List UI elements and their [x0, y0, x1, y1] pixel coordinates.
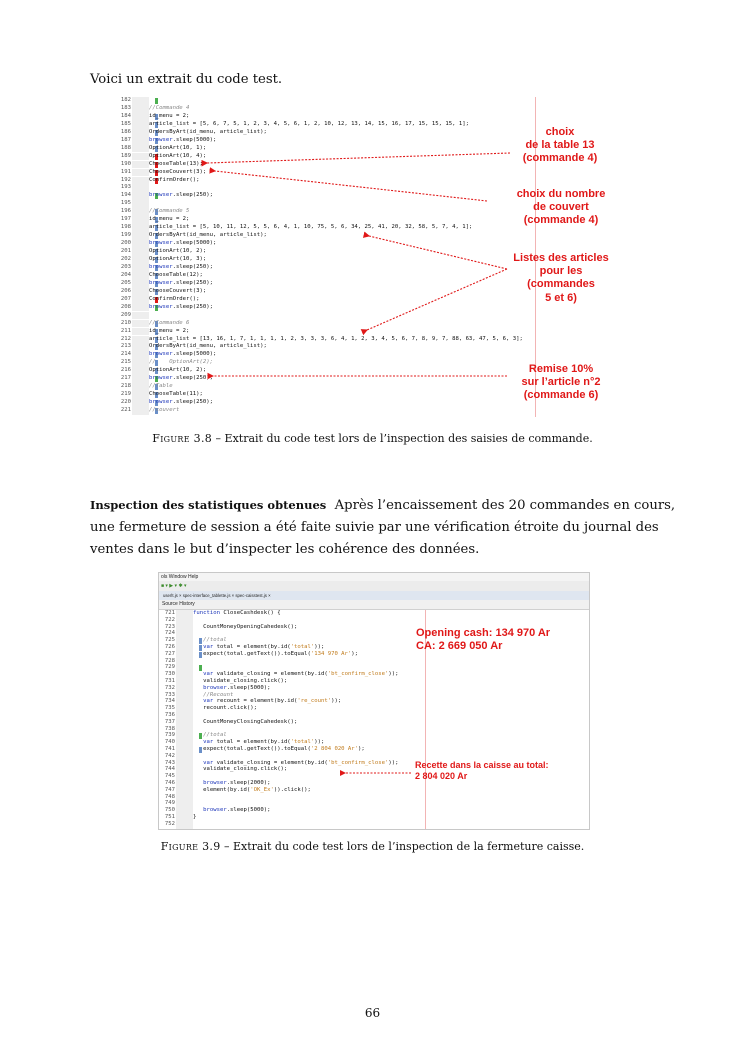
- code-text: browser.sleep(5000);: [149, 351, 217, 358]
- figure-3-8-caption: [0, 432, 745, 445]
- line-number: 202: [120, 256, 131, 262]
- code-text: var total = element(by.id('total'));: [203, 644, 325, 650]
- code-text: ConfirmOrder();: [149, 295, 200, 302]
- line-number: 217: [120, 375, 131, 382]
- line-number: 731: [164, 678, 175, 684]
- intro-text: Voici un extrait du code test.: [90, 72, 283, 87]
- line-number: 738: [164, 725, 175, 732]
- line-number: 193: [120, 184, 131, 191]
- line-number: 203: [120, 263, 131, 270]
- line-number: 214: [120, 351, 131, 358]
- line-number: 212: [120, 335, 131, 342]
- line-number: 744: [164, 766, 175, 773]
- annotation-couvert: choix du nombre de couvert (commande 4): [516, 188, 606, 227]
- annotation-recette: Recette dans la caisse au total: 2 804 020 Ar: [415, 760, 549, 781]
- line-number: 221: [120, 407, 131, 414]
- code-text: //Commande 5: [149, 208, 190, 215]
- line-number: 741: [164, 746, 175, 752]
- line-number: 206: [120, 287, 131, 294]
- code-text: id_menu = 2;: [149, 327, 190, 334]
- code-text: OrdersByArt(id_menu, article_list);: [149, 232, 267, 239]
- annotation-articles: Listes des articles pour les (commandes 5 et 6): [513, 252, 609, 304]
- section-heading: Inspection des statistiques obtenues: [90, 498, 327, 512]
- line-number: 725: [164, 637, 175, 644]
- code-text: browser.sleep(2000);: [203, 780, 271, 786]
- line-number: 207: [120, 295, 131, 302]
- line-number: 190: [120, 160, 131, 167]
- arrow-articles-6: [367, 269, 507, 330]
- line-number: 192: [120, 176, 131, 183]
- code-text: browser.sleep(250);: [149, 263, 213, 270]
- figure-3-9-caption: [0, 840, 745, 853]
- line-number: 185: [120, 120, 131, 127]
- line-number: 721: [164, 610, 175, 616]
- line-number: 200: [120, 240, 131, 247]
- section-paragraph: Inspection des statistiques obtenues Après l’encaissement des 20 commandes en cours, une fermeture de session a été faite suivie par une vérification étroite du journal des ventes dans le but d’inspecter les cohérence des données.: [90, 498, 676, 557]
- ide-source-bar: Source History: [159, 600, 589, 610]
- line-number: 183: [120, 104, 131, 111]
- line-number: 735: [164, 705, 175, 712]
- caption-text: – Extrait du code test lors de l’inspection de la fermeture caisse.: [220, 840, 585, 853]
- line-number: 194: [120, 192, 131, 199]
- line-number: 213: [120, 343, 131, 350]
- code-text: //total: [193, 637, 227, 644]
- line-number: 189: [120, 152, 131, 159]
- code-text: var validate_closing = element(by.id('bt_confirm_close'));: [203, 759, 399, 766]
- code-text: browser.sleep(250);: [149, 303, 213, 310]
- code-text: OptionArt(10, 1);: [149, 144, 207, 151]
- page-number: 66: [364, 1006, 381, 1020]
- code-text: ChooseCouvert(3);: [149, 287, 207, 294]
- code-text: browser.sleep(250);: [149, 375, 213, 382]
- line-number: 215: [120, 359, 131, 366]
- line-number: 199: [120, 232, 131, 239]
- line-number: 724: [164, 630, 175, 637]
- line-number: 748: [164, 793, 175, 800]
- code-text: ChooseTable(12);: [149, 271, 203, 278]
- line-number: 729: [164, 664, 175, 671]
- line-number: 220: [120, 399, 131, 406]
- ide-tabs: userlt.js × spec-interface_tablette.js × spec-caisstest.js ×: [159, 591, 589, 600]
- line-number: 726: [164, 644, 175, 650]
- line-number: 736: [164, 712, 175, 718]
- arrow-couvert: [215, 171, 487, 201]
- code-text: OptionArt(10, 2);: [149, 248, 207, 255]
- line-number: 198: [120, 224, 131, 231]
- editor: [159, 610, 589, 829]
- line-number: 742: [164, 752, 175, 759]
- code-text: //couvert: [149, 407, 180, 414]
- code-text: browser.sleep(5000);: [203, 807, 271, 814]
- line-number: 195: [120, 200, 131, 207]
- code-text: }: [193, 814, 197, 820]
- line-number: 197: [120, 216, 131, 223]
- code-text: //Commande 4: [149, 104, 190, 111]
- line-number: 188: [120, 144, 131, 151]
- line-number: 747: [164, 786, 175, 793]
- line-number: 722: [164, 616, 175, 623]
- line-number: 743: [164, 759, 175, 766]
- line-number: 727: [164, 650, 175, 657]
- code-screenshot-orders: [115, 97, 625, 417]
- code-text: //Commande 6: [149, 319, 190, 326]
- line-number: 745: [164, 773, 175, 780]
- code-text: browser.sleep(250);: [149, 279, 213, 286]
- line-number: 739: [164, 732, 175, 739]
- code-text: ChooseCouvert(3);: [149, 168, 207, 175]
- line-number: 751: [164, 814, 175, 820]
- line-number: 746: [164, 780, 175, 786]
- code-text: expect(total.getText()).toEqual('134 970 Ar');: [193, 650, 359, 657]
- line-number: 732: [164, 684, 175, 691]
- code-text: //Recount: [193, 691, 234, 698]
- code-text: CountMoneyClosingCahedesk();: [193, 718, 298, 725]
- line-number: 186: [120, 128, 131, 135]
- figure-label: Figure 3.8: [152, 432, 213, 445]
- line-number: 723: [164, 623, 175, 630]
- code-text: function CloseCashdesk() {: [193, 610, 281, 616]
- line-number: 187: [120, 136, 131, 143]
- line-number: 208: [120, 303, 131, 310]
- arrow-articles-5: [369, 236, 507, 269]
- code-text: browser.sleep(5000);: [203, 684, 271, 691]
- line-number: 205: [120, 279, 131, 286]
- code-text: ChooseTable(11);: [149, 391, 203, 398]
- code-text: OptionArt(10, 2);: [149, 367, 207, 374]
- line-number: 196: [120, 208, 131, 215]
- code-text: CountMoneyOpeningCahedesk();: [193, 623, 298, 630]
- code-text: ChooseTable(13);: [149, 160, 203, 167]
- line-number: 750: [164, 807, 175, 814]
- code-text: OrdersByArt(id_menu, article_list);: [149, 343, 267, 350]
- code-text: recount.click();: [193, 705, 257, 712]
- code-text: article_list = [13, 16, 1, 7, 1, 1, 1, 1, 2, 3, 3, 3, 6, 4, 1, 2, 3, 4, 5, 6, 7, 8, 9, 7, 88, 63, 47, 5, 6, 3];: [149, 335, 523, 342]
- code-text: browser.sleep(250);: [149, 399, 213, 406]
- code-text: id_menu = 2;: [149, 216, 190, 223]
- arrow-table-13: [207, 153, 510, 163]
- annotation-opening-cash: Opening cash: 134 970 Ar CA: 2 669 050 Ar: [416, 627, 551, 653]
- line-number: 211: [120, 327, 131, 334]
- ide-toolbar: ■ ▾ ▶ ▾ ✱ ▾: [159, 581, 589, 591]
- code-text: var recount = element(by.id('re_count'));: [203, 698, 342, 705]
- code-text: browser.sleep(5000);: [149, 136, 217, 143]
- line-number: 730: [164, 671, 175, 678]
- line-number: 209: [120, 311, 131, 318]
- code-text: //Table: [149, 383, 173, 390]
- code-text: article_list = [5, 6, 7, 5, 1, 2, 3, 4, 5, 6, 1, 2, 10, 12, 13, 14, 15, 16, 17, 15, 15, 15, 1];: [149, 120, 469, 127]
- code-text: browser.sleep(5000);: [149, 240, 217, 247]
- line-number: 201: [120, 248, 131, 255]
- ide-menubar: ols Window Help: [159, 573, 589, 581]
- line-number: 749: [164, 800, 175, 807]
- code-text: article_list = [5, 10, 11, 12, 5, 5, 6, 4, 1, 10, 75, 5, 6, 34, 25, 41, 20, 32, 58, 5, 7, 4, 1];: [149, 224, 473, 231]
- code-text: expect(total.getText()).toEqual('2 804 020 Ar');: [193, 746, 365, 752]
- code-text: element(by.id('OK_Ex')).click();: [193, 786, 311, 793]
- figure-label: Figure 3.9: [160, 840, 221, 853]
- line-number: 219: [120, 391, 131, 398]
- annotation-remise: Remise 10% sur l’article n°2 (commande 6): [521, 363, 601, 402]
- line-number: 191: [120, 168, 131, 175]
- code-text: var total = element(by.id('total'));: [203, 739, 325, 746]
- caption-text: – Extrait du code test lors de l’inspection des saisies de commande.: [212, 432, 593, 445]
- line-number: 218: [120, 383, 131, 390]
- code-text: //total: [193, 732, 227, 739]
- line-number: 740: [164, 739, 175, 746]
- code-text: id_menu = 2;: [149, 112, 190, 119]
- code-text: validate_closing.click();: [193, 678, 288, 684]
- line-number: 734: [164, 698, 175, 705]
- line-number: 210: [120, 319, 131, 326]
- line-number: 184: [120, 112, 131, 119]
- line-number: 216: [120, 367, 131, 374]
- line-number: 737: [164, 718, 175, 725]
- line-number: 204: [120, 271, 131, 278]
- code-text: ConfirmOrder();: [149, 176, 200, 183]
- annotation-table-13: choix de la table 13 (commande 4): [522, 126, 598, 165]
- line-number: 733: [164, 691, 175, 698]
- line-number: 728: [164, 657, 175, 664]
- code-text: browser.sleep(250);: [149, 192, 213, 199]
- code-text: // OptionArt(2);: [149, 359, 213, 366]
- code-text: var validate_closing = element(by.id('bt_confirm_close'));: [203, 671, 399, 678]
- line-number: 182: [120, 97, 131, 103]
- code-text: validate_closing.click();: [193, 766, 288, 773]
- ide-screenshot-closing: [158, 572, 590, 830]
- code-text: OrdersByArt(id_menu, article_list);: [149, 128, 267, 135]
- line-number: 752: [164, 820, 175, 827]
- code-text: OptionArt(10, 3);: [149, 256, 207, 262]
- code-text: OptionArt(10, 4);: [149, 152, 207, 159]
